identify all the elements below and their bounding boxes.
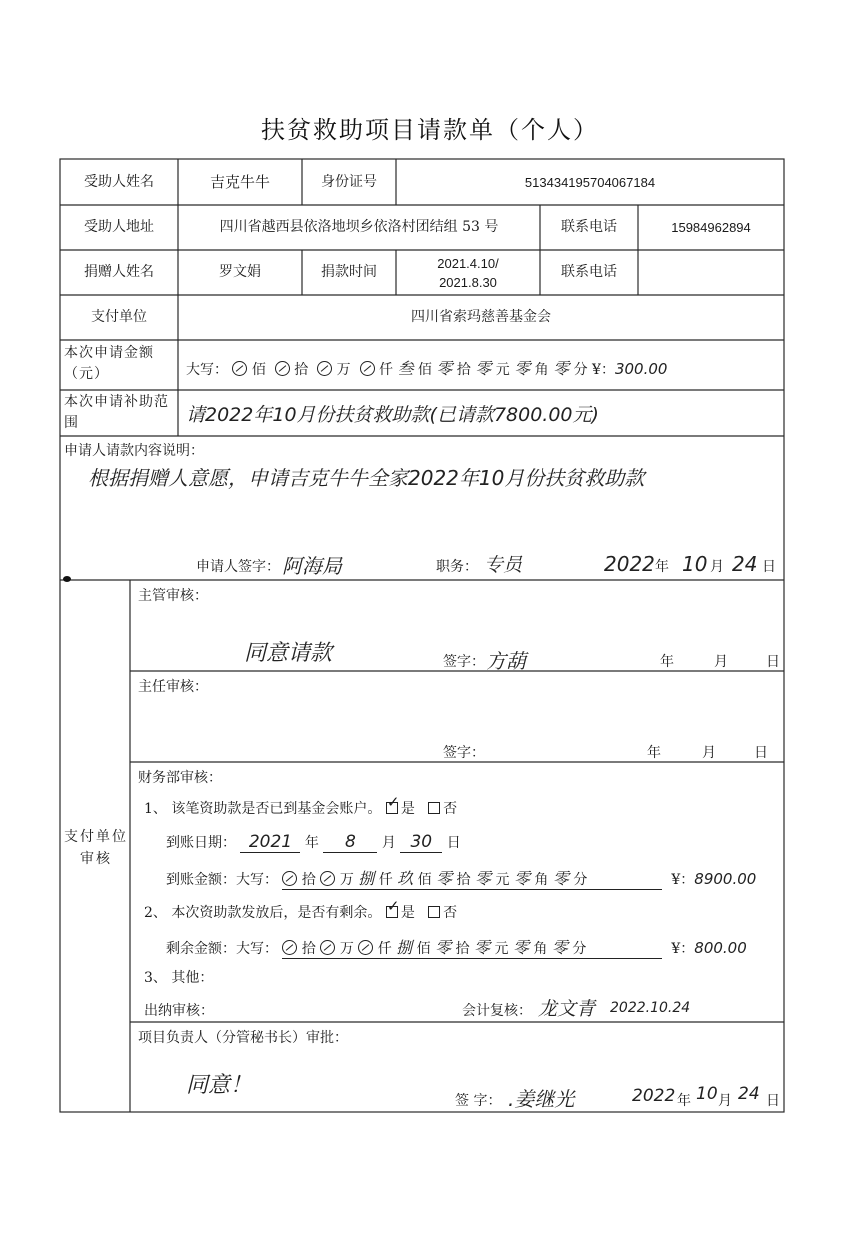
- arrival-jiao-digit: 零: [513, 869, 530, 888]
- unit-fen: 分: [573, 362, 588, 378]
- zero-circle-mark: [282, 940, 297, 955]
- apply-amount-row: [186, 356, 667, 379]
- accounting-signature: 龙文青: [538, 998, 596, 1020]
- unit-yuan: 元: [495, 872, 510, 888]
- recipient-name-value: 吉克牛牛: [209, 172, 270, 191]
- q1-yes-label: 是: [400, 801, 415, 817]
- question-3: 3、 其他：: [144, 970, 214, 986]
- q1-yes-checkbox[interactable]: [386, 802, 398, 814]
- question-2: [144, 902, 457, 922]
- contact-phone-value: 15984962894: [671, 220, 751, 235]
- donor-name-label: 捐赠人姓名: [84, 264, 154, 280]
- unit-wan: 万: [339, 872, 354, 888]
- project-year-value: 2022: [632, 1086, 676, 1106]
- supervisor-month-label: 月: [714, 654, 728, 670]
- director-review-label: 主任审核：: [138, 679, 208, 695]
- project-signature: .姜继光: [508, 1087, 575, 1111]
- arrival-amount-digits: [282, 866, 662, 890]
- arrival-amount-row: [166, 866, 756, 890]
- arrival-amount-label: 到账金额：大写：: [166, 872, 278, 888]
- supervisor-review-label: 主管审核：: [138, 588, 208, 604]
- payment-unit-value: 四川省索玛慈善基金会: [411, 309, 551, 325]
- unit-fen: 分: [573, 872, 588, 888]
- unit-shi: 拾: [301, 941, 316, 957]
- supervisor-signature: 方葫: [486, 649, 526, 673]
- amount-number: 300.00: [614, 360, 668, 378]
- unit-jiao: 角: [534, 872, 549, 888]
- supervisor-day-label: 日: [766, 654, 780, 670]
- zero-circle-mark: [360, 361, 375, 376]
- remaining-amount-digits: [282, 935, 662, 959]
- unit-bai-2: 佰: [417, 362, 432, 378]
- yuan-symbol: ¥：: [671, 941, 695, 957]
- applicant-sign-label: 申请人签字：: [196, 559, 280, 575]
- unit-qian: 仟: [378, 362, 393, 378]
- unit-jiao: 角: [534, 362, 549, 378]
- project-month-value: 10: [696, 1084, 718, 1104]
- arrival-year-value: 2021: [240, 832, 300, 853]
- unit-qian: 仟: [377, 941, 392, 957]
- contact-phone-label: 联系电话: [561, 219, 617, 235]
- supervisor-opinion: 同意请款: [244, 641, 333, 666]
- id-number-value: 513434195704067184: [524, 174, 656, 190]
- director-year-label: 年: [647, 745, 661, 761]
- amount-yuan-digit: 零: [514, 359, 531, 378]
- arrival-bai-digit: 玖: [397, 869, 414, 888]
- unit-bai: 佰: [417, 872, 432, 888]
- donation-time-label: 捐款时间: [321, 264, 377, 280]
- unit-yuan: 元: [494, 941, 509, 957]
- finance-review-label: 财务部审核：: [138, 770, 222, 786]
- cashier-review-label: 出纳审核：: [144, 1003, 214, 1019]
- donation-time-line-1: 2021.4.10/: [437, 255, 499, 271]
- q2-no-checkbox[interactable]: [428, 906, 440, 918]
- project-day-label: 日: [766, 1093, 780, 1109]
- donor-contact-phone-label: 联系电话: [561, 264, 617, 280]
- payment-unit-label: 支付单位: [91, 309, 147, 325]
- donor-contact-phone-value: [638, 250, 784, 295]
- unit-qian: 仟: [378, 872, 393, 888]
- recipient-address-value: 四川省越西县依洛地坝乡依洛村团结组 53 号: [219, 219, 499, 235]
- unit-shi: 拾: [301, 872, 316, 888]
- accounting-date: 2022.10.24: [610, 1000, 691, 1016]
- project-month-label: 月: [718, 1093, 732, 1109]
- recipient-name-label: 受助人姓名: [84, 173, 154, 190]
- apply-explain-label: 申请人请款内容说明：: [64, 443, 204, 459]
- position-label: 职务：: [436, 559, 478, 575]
- accounting-review-label: 会计复核：: [462, 1003, 532, 1019]
- apply-month-value: 10: [682, 552, 708, 576]
- project-day-value: 24: [738, 1084, 760, 1104]
- q2-no-label: 否: [443, 905, 458, 921]
- pay-unit-review-label: 支付单位审核: [64, 829, 128, 867]
- zero-circle-mark: [358, 940, 373, 955]
- remaining-bai-digit: 捌: [396, 938, 413, 957]
- arrival-day-value: 30: [400, 832, 442, 853]
- arrival-year-label: 年: [304, 835, 319, 851]
- applicant-signature: 阿海局: [282, 554, 342, 578]
- arrival-date-label: 到账日期：: [166, 835, 236, 851]
- unit-jiao: 角: [533, 941, 548, 957]
- arrival-month-label: 月: [381, 835, 396, 851]
- unit-bai: 佰: [251, 362, 266, 378]
- position-value: 专员: [484, 554, 523, 576]
- arrival-number: 8900.00: [694, 870, 757, 888]
- unit-wan: 万: [336, 362, 351, 378]
- remaining-shi-digit: 零: [435, 938, 452, 957]
- unit-bai: 佰: [416, 941, 431, 957]
- yuan-symbol: ¥：: [671, 872, 695, 888]
- daxie-label: 大写：: [186, 362, 228, 378]
- zero-circle-mark: [320, 940, 335, 955]
- apply-year-value: 2022: [604, 552, 655, 576]
- question-2-text: 2、 本次资助款发放后，是否有剩余。: [144, 905, 382, 921]
- director-sign-label: 签字：: [443, 745, 485, 761]
- arrival-day-label: 日: [446, 835, 461, 851]
- day-label: 日: [762, 559, 776, 575]
- q2-yes-checkbox[interactable]: [386, 906, 398, 918]
- arrival-shi-digit: 零: [436, 869, 453, 888]
- zero-circle-mark: [320, 871, 335, 886]
- donor-name-value: 罗文娟: [219, 264, 261, 280]
- yuan-symbol: ¥：: [592, 362, 615, 378]
- zero-circle-mark: [275, 361, 290, 376]
- unit-shi-2: 拾: [455, 941, 470, 957]
- unit-yuan: 元: [495, 362, 510, 378]
- project-head-label: 项目负责人（分管秘书长）审批：: [138, 1030, 348, 1046]
- director-day-label: 日: [754, 745, 768, 761]
- remaining-jiao-digit: 零: [512, 938, 529, 957]
- arrival-yuan-digit: 零: [475, 869, 492, 888]
- director-month-label: 月: [702, 745, 716, 761]
- apply-amount-label: 本次申请金额（元）: [64, 345, 154, 382]
- amount-bai-digit: 零: [436, 359, 453, 378]
- supervisor-year-label: 年: [660, 654, 674, 670]
- remaining-fen-digit: 零: [551, 938, 568, 957]
- q1-no-label: 否: [443, 801, 458, 817]
- donation-time-line-2: 2021.8.30: [439, 274, 497, 290]
- zero-circle-mark: [232, 361, 247, 376]
- q2-yes-label: 是: [400, 905, 415, 921]
- recipient-address-label: 受助人地址: [84, 219, 154, 235]
- supervisor-sign-label: 签字：: [443, 654, 485, 670]
- apply-explain-value: 根据捐赠人意愿，申请吉克牛牛全家2022年10月份扶贫救助款: [88, 466, 645, 490]
- remaining-amount-label: 剩余金额：大写：: [166, 941, 278, 957]
- id-number-label: 身份证号: [321, 173, 377, 190]
- question-1-text: 1、 该笔资助款是否已到基金会账户。: [144, 801, 382, 817]
- year-label: 年: [655, 559, 669, 575]
- amount-jiao-digit: 零: [553, 359, 570, 378]
- arrival-fen-digit: 零: [552, 869, 569, 888]
- zero-circle-mark: [282, 871, 297, 886]
- donation-time-value: [396, 250, 540, 295]
- ink-dot-mark: [63, 576, 71, 582]
- unit-shi: 拾: [294, 362, 309, 378]
- arrival-qian-digit: 捌: [358, 869, 375, 888]
- unit-shi-2: 拾: [456, 362, 471, 378]
- apply-scope-value: 请2022年10月份扶贫救助款(已请款7800.00元): [186, 404, 599, 426]
- unit-wan: 万: [339, 941, 354, 957]
- remaining-yuan-digit: 零: [474, 938, 491, 957]
- project-year-label: 年: [677, 1093, 691, 1109]
- zero-circle-mark: [317, 361, 332, 376]
- month-label: 月: [710, 559, 724, 575]
- project-sign-label: 签 字：: [455, 1093, 502, 1109]
- unit-shi-2: 拾: [456, 872, 471, 888]
- form-title: 扶贫救助项目请款单（个人）: [261, 116, 599, 144]
- unit-fen: 分: [572, 941, 587, 957]
- apply-day-value: 24: [732, 552, 758, 576]
- amount-qian-digit: 叁: [397, 359, 414, 378]
- apply-scope-label: 本次申请补助范围: [64, 394, 169, 431]
- arrival-date-row: [166, 832, 461, 853]
- remaining-number: 800.00: [694, 939, 747, 957]
- arrival-month-value: 8: [323, 832, 377, 853]
- question-1: [144, 798, 457, 818]
- amount-shi-digit: 零: [475, 359, 492, 378]
- project-opinion: 同意！: [186, 1073, 253, 1098]
- q1-no-checkbox[interactable]: [428, 802, 440, 814]
- remaining-amount-row: [166, 935, 747, 959]
